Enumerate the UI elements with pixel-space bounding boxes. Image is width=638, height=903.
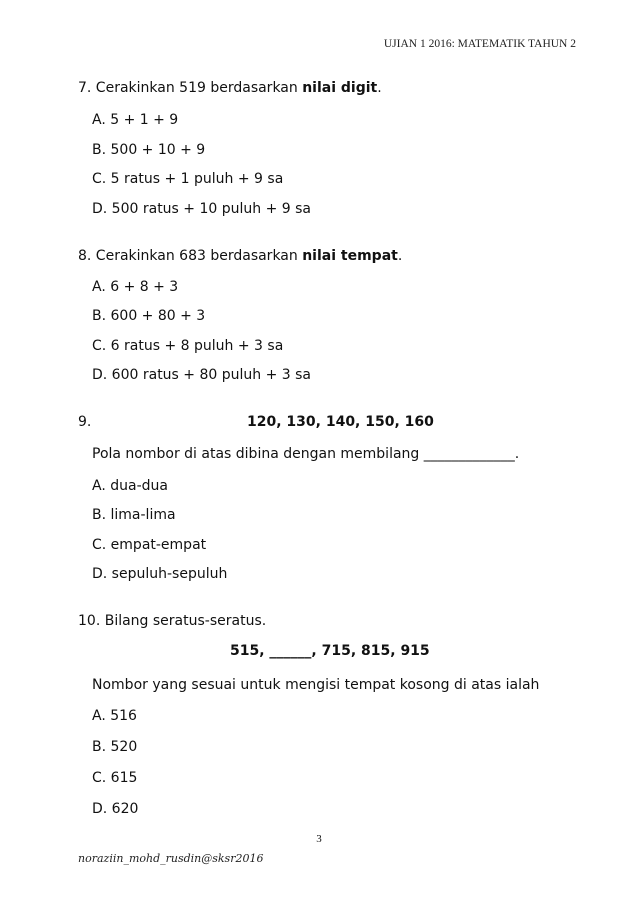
question-8-option-b[interactable]: B. 600 + 80 + 3: [92, 308, 206, 324]
question-9-option-d[interactable]: D. sepuluh-sepuluh: [92, 566, 228, 582]
question-8-option-a[interactable]: A. 6 + 8 + 3: [92, 279, 179, 295]
question-8-suffix: .: [397, 248, 403, 264]
author-signature: noraziin_mohd_rusdin@sksr2016: [78, 852, 264, 865]
question-10-sequence: 515, ______, 715, 815, 915: [230, 643, 430, 659]
question-10-option-d[interactable]: D. 620: [92, 801, 139, 817]
question-9-sequence: 120, 130, 140, 150, 160: [247, 414, 434, 430]
question-10-option-a[interactable]: A. 516: [92, 708, 137, 724]
question-10-title: 10. Bilang seratus-seratus.: [78, 613, 267, 629]
question-10-option-b[interactable]: B. 520: [92, 739, 138, 755]
question-10-option-c[interactable]: C. 615: [92, 770, 138, 786]
question-7-suffix: .: [377, 80, 382, 96]
question-7-option-c[interactable]: C. 5 ratus + 1 puluh + 9 sa: [92, 171, 284, 187]
question-7-stem: [78, 80, 382, 96]
page-header: UJIAN 1 2016: MATEMATIK TAHUN 2: [383, 38, 576, 50]
question-7-keyword: nilai digit: [302, 80, 378, 96]
question-7-option-b[interactable]: B. 500 + 10 + 9: [92, 142, 206, 158]
question-7-option-a[interactable]: A. 5 + 1 + 9: [92, 112, 179, 128]
question-9-number: 9.: [78, 414, 92, 430]
question-8-keyword: nilai tempat: [302, 248, 398, 264]
question-7-prefix: 7. Cerakinkan 519 berdasarkan: [78, 80, 303, 96]
question-9-option-a[interactable]: A. dua-dua: [92, 478, 168, 494]
question-9-option-b[interactable]: B. lima-lima: [92, 507, 176, 523]
question-8-prefix: 8. Cerakinkan 683 berdasarkan: [78, 248, 303, 264]
question-8-option-d[interactable]: D. 600 ratus + 80 puluh + 3 sa: [92, 367, 311, 383]
question-9-stem: Pola nombor di atas dibina dengan membilang _____________.: [92, 446, 520, 462]
question-8-stem: [78, 248, 402, 264]
question-8-option-c[interactable]: C. 6 ratus + 8 puluh + 3 sa: [92, 338, 284, 354]
page-number: 3: [316, 833, 322, 845]
question-7-option-d[interactable]: D. 500 ratus + 10 puluh + 9 sa: [92, 201, 311, 217]
question-10-stem: Nombor yang sesuai untuk mengisi tempat kosong di atas ialah: [92, 677, 540, 693]
question-9-option-c[interactable]: C. empat-empat: [92, 537, 207, 553]
